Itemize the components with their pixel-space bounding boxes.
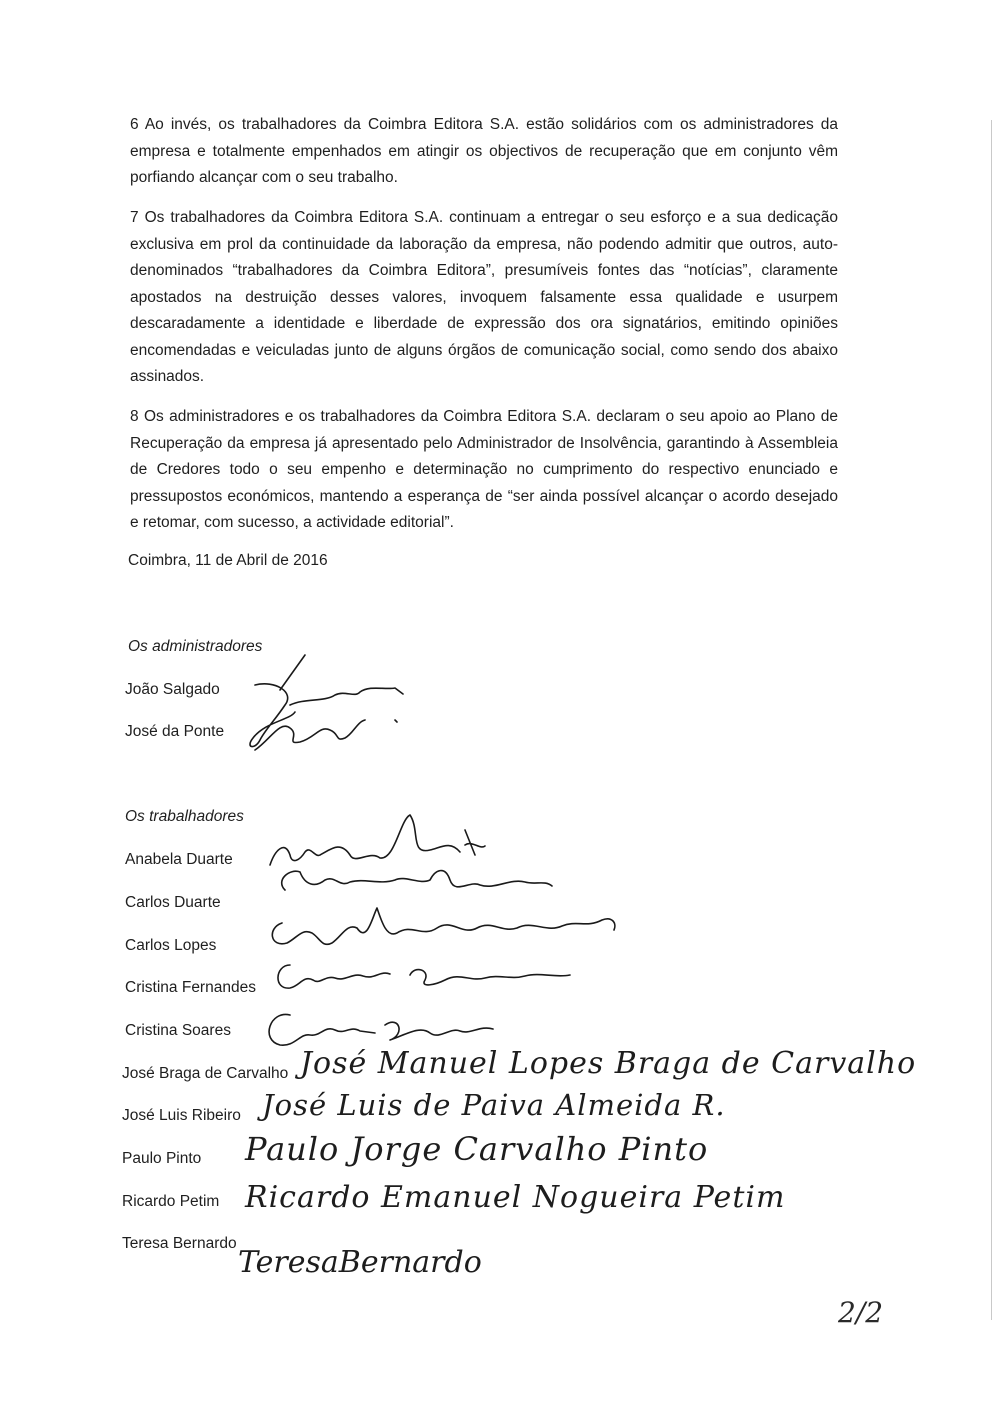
page-number: 2/2	[838, 1296, 884, 1329]
signatory-carlos-duarte: Carlos Duarte	[125, 894, 221, 911]
signatory-joao-salgado: João Salgado	[125, 681, 220, 698]
signatory-ricardo-petim: Ricardo Petim	[122, 1193, 220, 1210]
workers-heading: Os trabalhadores	[125, 808, 244, 825]
place-date: Coimbra, 11 de Abril de 2016	[128, 552, 328, 569]
signature-cristina-fernandes	[265, 950, 585, 1000]
paragraph-6: 6 Ao invés, os trabalhadores da Coimbra Editora S.A. estão solidários com os administradores da empresa e totalmente empenhados em atingir os objectivos de recuperação que em conjunto vêm porfiando alcançar com o seu trabalho.	[130, 116, 838, 186]
signatory-teresa-bernardo: Teresa Bernardo	[122, 1235, 237, 1252]
signature-carlos-lopes	[262, 898, 622, 958]
signatory-cristina-soares: Cristina Soares	[125, 1022, 231, 1039]
signatory-cristina-fernandes: Cristina Fernandes	[125, 979, 256, 996]
signature-paulo-pinto: Paulo Jorge Carvalho Pinto	[245, 1130, 709, 1168]
administrators-heading: Os administradores	[128, 638, 263, 655]
signature-teresa-bernardo: TeresaBernardo	[238, 1245, 482, 1280]
signature-administrators	[235, 650, 415, 765]
paragraph-7: 7 Os trabalhadores da Coimbra Editora S.A. continuam a entregar o seu esforço e a sua dedicação exclusiva em prol da continuidade da laboração da empresa, não podendo admitir que outros, auto-denominados “trabalhadores da Coimbra Editora”, presumíveis fontes das “notícias”, claramente apostados na destruição desses valores, invoquem falsamente essa qualidade e usurpem descaradamente a identidade e liberdade de expressão dos ora signatários, emitindo opiniões encomendadas e veiculadas junto de alguns órgãos de comunicação social, como sendo dos abaixo assinados.	[130, 209, 838, 385]
signature-jose-luis-ribeiro: José Luis de Paiva Almeida R.	[262, 1088, 726, 1122]
scan-edge-line	[991, 120, 992, 1320]
signatory-carlos-lopes: Carlos Lopes	[125, 937, 217, 954]
signatory-jose-braga-de-carvalho: José Braga de Carvalho	[122, 1065, 289, 1082]
signatory-paulo-pinto: Paulo Pinto	[122, 1150, 202, 1167]
signatory-jose-luis-ribeiro: José Luis Ribeiro	[122, 1107, 241, 1124]
signature-jose-braga-de-carvalho: José Manuel Lopes Braga de Carvalho	[300, 1046, 917, 1081]
signature-ricardo-petim: Ricardo Emanuel Nogueira Petim	[245, 1180, 786, 1215]
signatory-anabela-duarte: Anabela Duarte	[125, 851, 233, 868]
signatory-jose-da-ponte: José da Ponte	[125, 723, 225, 740]
paragraph-8: 8 Os administradores e os trabalhadores da Coimbra Editora S.A. declaram o seu apoio ao Plano de Recuperação da empresa já apresentado pelo Administrador de Insolvência, garantindo à Assembleia de Credores todo o seu empenho e determinação no cumprimento do respectivo enunciado e pressupostos económicos, mantendo a esperança de “ser ainda possível alcançar o acordo desejado e retomar, com sucesso, a actividade editorial”.	[130, 408, 838, 531]
